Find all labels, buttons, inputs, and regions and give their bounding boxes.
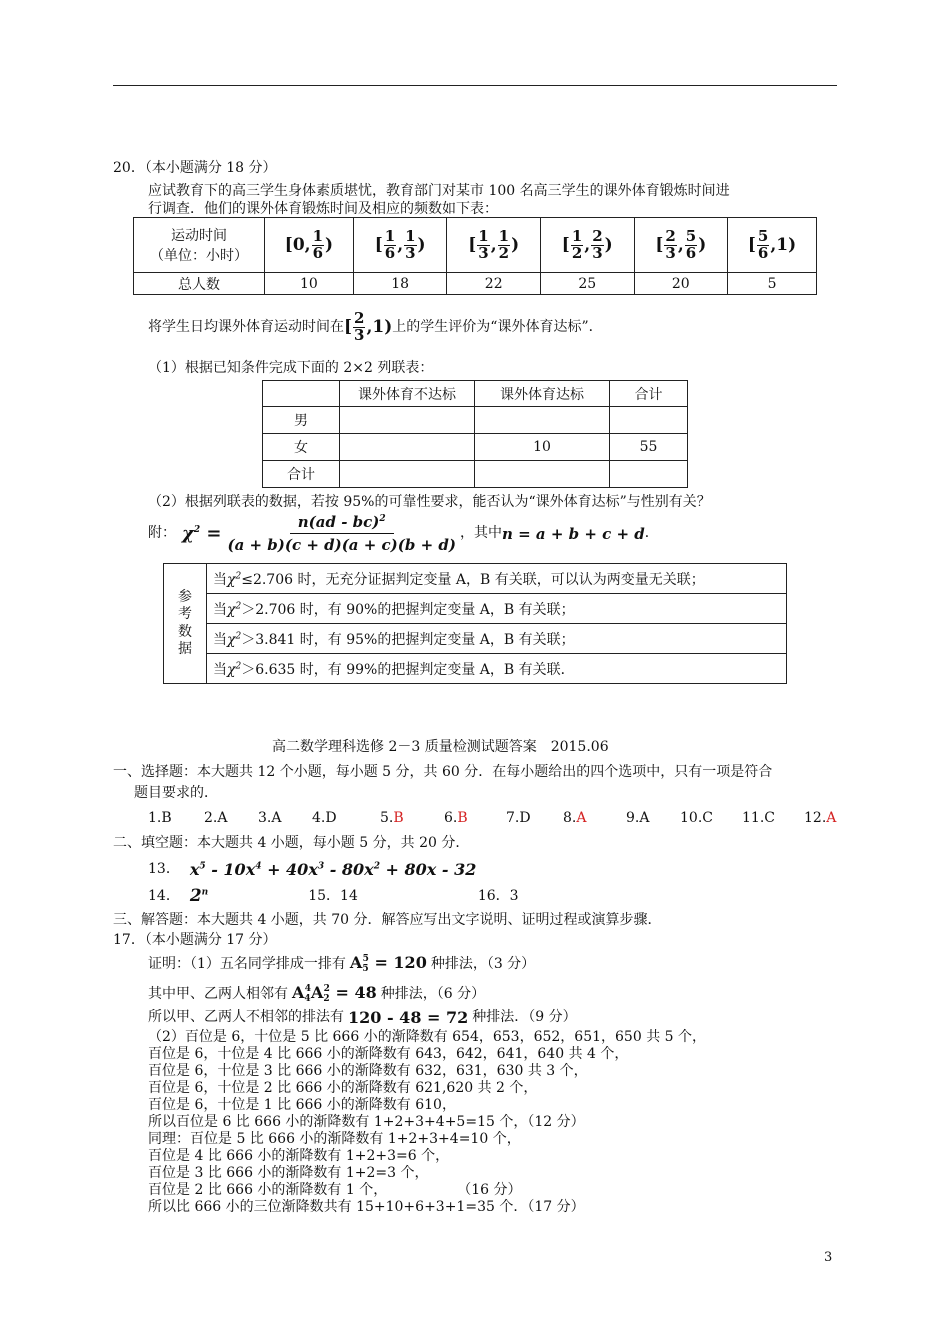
q17-part2-line: 百位是 6，十位是 4 比 666 小的渐降数有 643，642，641，640 共 4 个， xyxy=(148,1046,629,1062)
interval-fraction: $\frac{1}{2}$ xyxy=(498,226,510,262)
ref-post: ＞2.706 时，有 90%的把握判定变量 A，B 有关联； xyxy=(241,601,575,618)
head-label-line1: 运动时间 xyxy=(171,228,227,244)
criterion-fraction xyxy=(353,311,365,344)
count-cell: 25 xyxy=(540,273,634,295)
mc-answer: 5.B xyxy=(380,810,404,826)
ref-pre: 当 xyxy=(213,571,227,588)
count-cell: 18 xyxy=(353,273,447,295)
mc-answer: 8.A xyxy=(563,810,587,826)
interval-expression: [ $\frac{2}{3}$ , $\frac{5}{6}$ ) xyxy=(655,226,707,262)
ref-label-char: 考 xyxy=(178,606,192,622)
q17-part2-line: 百位是 3 比 666 小的渐降数有 1+2=3 个， xyxy=(148,1165,429,1181)
q17-line1: 证明：（1）五名同学排成一排有 $A_5^5 = 120$ 种排法，（3 分） xyxy=(148,953,536,974)
formula-n-def: n = a + b + c + d xyxy=(501,524,645,543)
mc-answer: 12.A xyxy=(804,810,837,826)
ct-header: 课外体育不达标 xyxy=(340,381,475,407)
section1-line2: 题目要求的． xyxy=(134,785,218,801)
interval-expression: [ $\frac{1}{3}$ , $\frac{1}{2}$ ) xyxy=(468,226,520,262)
part2-text: （2）根据列联表的数据，若按 95%的可靠性要求，能否认为“课外体育达标”与性别有关？ xyxy=(148,494,711,510)
q17-title: 17．（本小题满分 17 分） xyxy=(113,932,277,948)
q17-part2-line: 百位是 6，十位是 3 比 666 小的渐降数有 632，631，630 共 3 个， xyxy=(148,1063,588,1079)
mc-answer: 6.B xyxy=(444,810,468,826)
interval-expression: [ 0 , $\frac{1}{6}$ ) xyxy=(284,226,334,262)
reference-row: 当$\chi^2>6.635$ 时，有 99%的把握判定变量 A，B 有关联． xyxy=(207,654,787,684)
q17-l1-pre: 证明：（1）五名同学排成一排有 xyxy=(148,955,346,972)
interval-fraction: $\frac{2}{3}$ xyxy=(665,226,676,262)
ref-post: ≤2.706 时，无充分证据判定变量 A，B 有关联，可以认为两变量无关联； xyxy=(241,571,705,588)
criterion-line: 将学生日均课外体育运动时间在 [ $\frac{2}{3}$ ,1) 上的学生评价为“课外体育达标”． xyxy=(148,309,603,344)
ct-cell xyxy=(340,461,475,488)
q13-label: 13． xyxy=(148,861,180,878)
interval-cell xyxy=(447,218,541,273)
frequency-table xyxy=(133,217,817,295)
mc-answer: 10.C xyxy=(680,810,713,826)
contingency-table xyxy=(262,380,688,488)
interval-cell xyxy=(265,218,354,273)
q17-line2: 其中甲、乙两人相邻有 $A_4^4A_2^2 = 48$ 种排法，（6 分） xyxy=(148,983,486,1004)
q17-part2-line: 所以比 666 小的三位渐降数共有 15+10+6+3+1=35 个．（17 分） xyxy=(148,1199,585,1215)
page-number: 3 xyxy=(824,1250,833,1265)
reference-row: 当$\chi^2>3.841$ 时，有 95%的把握判定变量 A，B 有关联； xyxy=(207,624,787,654)
interval-fraction: $\frac{5}{6}$ xyxy=(757,226,769,262)
interval-cell xyxy=(540,218,634,273)
q17-l1-post: 种排法，（3 分） xyxy=(430,955,536,972)
q16-answer: 16．3 xyxy=(477,887,519,904)
criterion-pre: 将学生日均课外体育运动时间在 xyxy=(148,318,344,335)
mc-answer: 9.A xyxy=(626,810,650,826)
head-label-line2: （单位：小时） xyxy=(150,248,248,264)
formula-prefix: 附： xyxy=(148,525,176,542)
interval-cell xyxy=(728,218,817,273)
formula-numerator: n(ad - bc) xyxy=(297,513,380,531)
reference-label xyxy=(164,564,207,684)
q17-part2 xyxy=(148,1029,706,1216)
reference-table xyxy=(163,563,787,684)
interval-expression: [ $\frac{1}{6}$ , $\frac{1}{3}$ ) xyxy=(374,226,426,262)
mc-answer: 2.A xyxy=(204,810,228,826)
ref-label-char: 数 xyxy=(178,623,192,640)
ref-pre: 当 xyxy=(213,661,227,678)
ct-cell: 男 xyxy=(263,407,340,434)
mc-answer: 4.D xyxy=(312,810,337,826)
formula-fraction: $\frac{n(ad - bc)^2}{(a + b)(c + d)(a + c)(b + d)}$ xyxy=(227,513,456,554)
mc-answer: 3.A xyxy=(258,810,282,826)
interval-fraction: $\frac{1}{2}$ xyxy=(571,226,583,262)
ct-cell xyxy=(340,407,475,434)
q13-answer: 13． $x^5 - 10x^4 + 40x^3 - 80x^2 + 80x - 32$ xyxy=(148,860,477,879)
interval-fraction: $\frac{5}{6}$ xyxy=(685,226,697,262)
ct-cell: 55 xyxy=(610,434,688,461)
interval-fraction: $\frac{2}{3}$ xyxy=(592,226,603,262)
interval-fraction: $\frac{1}{6}$ xyxy=(312,226,324,262)
answers-title: 高二数学理科选修 2－3 质量检测试题答案 2015.06 xyxy=(272,739,609,755)
section2-heading: 二、填空题：本大题共 4 小题，每小题 5 分，共 20 分． xyxy=(113,835,470,851)
ref-label-char: 参 xyxy=(178,588,192,605)
interval-expression: [ $\frac{1}{2}$ , $\frac{2}{3}$ ) xyxy=(561,226,613,262)
interval-cell xyxy=(634,218,728,273)
ref-pre: 当 xyxy=(213,601,227,618)
mc-answer: 1.B xyxy=(148,810,172,826)
interval-expression: [ $\frac{5}{6}$ , 1 ) xyxy=(747,226,797,262)
q14-16-answers: 14． 2$^n$ 15．14 16．3 xyxy=(148,886,519,906)
q14-label: 14． xyxy=(148,887,180,904)
interval-fraction: $\frac{1}{6}$ xyxy=(384,226,396,262)
reference-row: 当$\chi^2>2.706$ 时，有 90%的把握判定变量 A，B 有关联； xyxy=(207,594,787,624)
count-cell: 10 xyxy=(265,273,354,295)
ct-header: 合计 xyxy=(610,381,688,407)
ct-cell xyxy=(610,461,688,488)
q17-part2-line: 百位是 6，十位是 1 比 666 小的渐降数有 610， xyxy=(148,1097,456,1113)
q17-part2-line: 同理：百位是 5 比 666 小的渐降数有 1+2+3+4=10 个， xyxy=(148,1131,521,1147)
ct-cell xyxy=(475,461,610,488)
criterion-upper: 1 xyxy=(372,317,385,338)
q17-line3 xyxy=(148,1008,577,1027)
ct-header: 课外体育达标 xyxy=(475,381,610,407)
mc-answer: 11.C xyxy=(742,810,775,826)
part1-text: （1）根据已知条件完成下面的 2×2 列联表： xyxy=(148,360,434,376)
q17-part2-line: 百位是 6，十位是 2 比 666 小的渐降数有 621,620 共 2 个， xyxy=(148,1080,538,1096)
interval-fraction: $\frac{1}{3}$ xyxy=(478,226,489,262)
formula-denominator: (a + b)(c + d)(a + c)(b + d) xyxy=(227,536,456,554)
ct-cell: 女 xyxy=(263,434,340,461)
chi-square-formula: 附： $\chi^2$ = $\frac{n(ad - bc)^2}{(a + b)(c + d)(a + c)(b + d)}$ ，其中 n = a + b + c + d ． xyxy=(148,513,659,554)
ct-cell xyxy=(340,434,475,461)
interval-fraction: $\frac{1}{3}$ xyxy=(405,226,416,262)
q15-answer: 15．14 xyxy=(308,887,358,904)
ref-post: ＞6.635 时，有 99%的把握判定变量 A，B 有关联． xyxy=(241,661,575,678)
formula-mid: ，其中 xyxy=(459,525,502,542)
q17-part2-line: 所以百位是 6 比 666 小的渐降数有 1+2+3+4+5=15 个，（12 分） xyxy=(148,1114,585,1130)
criterion-post: 上的学生评价为“课外体育达标”． xyxy=(392,318,603,335)
q17-part2-line: 百位是 4 比 666 小的渐降数有 1+2+3=6 个， xyxy=(148,1148,450,1164)
q20-title: 20．（本小题满分 18 分） xyxy=(113,160,277,176)
q17-l3-post: 种排法．（9 分） xyxy=(472,1009,577,1026)
q17-l2-post: 种排法，（6 分） xyxy=(380,985,486,1002)
q17-part2-line: 百位是 2 比 666 小的渐降数有 1 个， （16 分） xyxy=(148,1182,522,1198)
q17-l2-pre: 其中甲、乙两人相邻有 xyxy=(148,985,288,1002)
count-cell: 22 xyxy=(447,273,541,295)
frequency-table-head-label xyxy=(134,218,265,273)
ct-cell: 合计 xyxy=(263,461,340,488)
q17-part2-line: （2）百位是 6，十位是 5 比 666 小的渐降数有 654，653，652，651，650 共 5 个， xyxy=(148,1029,707,1045)
ref-pre: 当 xyxy=(213,631,227,648)
multiple-choice-answers xyxy=(148,810,838,828)
count-cell: 20 xyxy=(634,273,728,295)
ref-post: ＞3.841 时，有 95%的把握判定变量 A，B 有关联； xyxy=(241,631,575,648)
q20-intro-line2: 行调查．他们的课外体育锻炼时间及相应的频数如下表： xyxy=(148,201,498,217)
ct-header xyxy=(263,381,340,407)
q20-intro-line1: 应试教育下的高三学生身体素质堪忧，教育部门对某市 100 名高三学生的课外体育锻炼时间进 xyxy=(148,183,730,199)
count-cell: 5 xyxy=(728,273,817,295)
section1-line1: 一、选择题：本大题共 12 个小题，每小题 5 分，共 60 分．在每小题给出的四个选项中，只有一项是符合 xyxy=(113,764,773,780)
q17-l3-pre: 所以甲、乙两人不相邻的排法有 xyxy=(148,1009,344,1026)
header-rule xyxy=(113,85,837,86)
ct-cell xyxy=(610,407,688,434)
mc-answer: 7.D xyxy=(506,810,531,826)
ct-cell xyxy=(475,407,610,434)
frac-num: 2 xyxy=(354,309,365,327)
ref-label-char: 据 xyxy=(178,641,192,657)
q17-l3-math: 120 - 48 = 72 xyxy=(348,1008,469,1027)
ct-cell: 10 xyxy=(475,434,610,461)
interval-cell xyxy=(353,218,447,273)
reference-row: 当$\chi^2\le 2.706$ 时，无充分证据判定变量 A，B 有关联，可以认为两变量无关联； xyxy=(207,564,787,594)
total-count-label: 总人数 xyxy=(134,273,265,295)
frac-den: 3 xyxy=(354,325,365,344)
section3-heading: 三、解答题：本大题共 4 小题，共 70 分．解答应写出文字说明、证明过程或演算步骤． xyxy=(113,912,662,928)
